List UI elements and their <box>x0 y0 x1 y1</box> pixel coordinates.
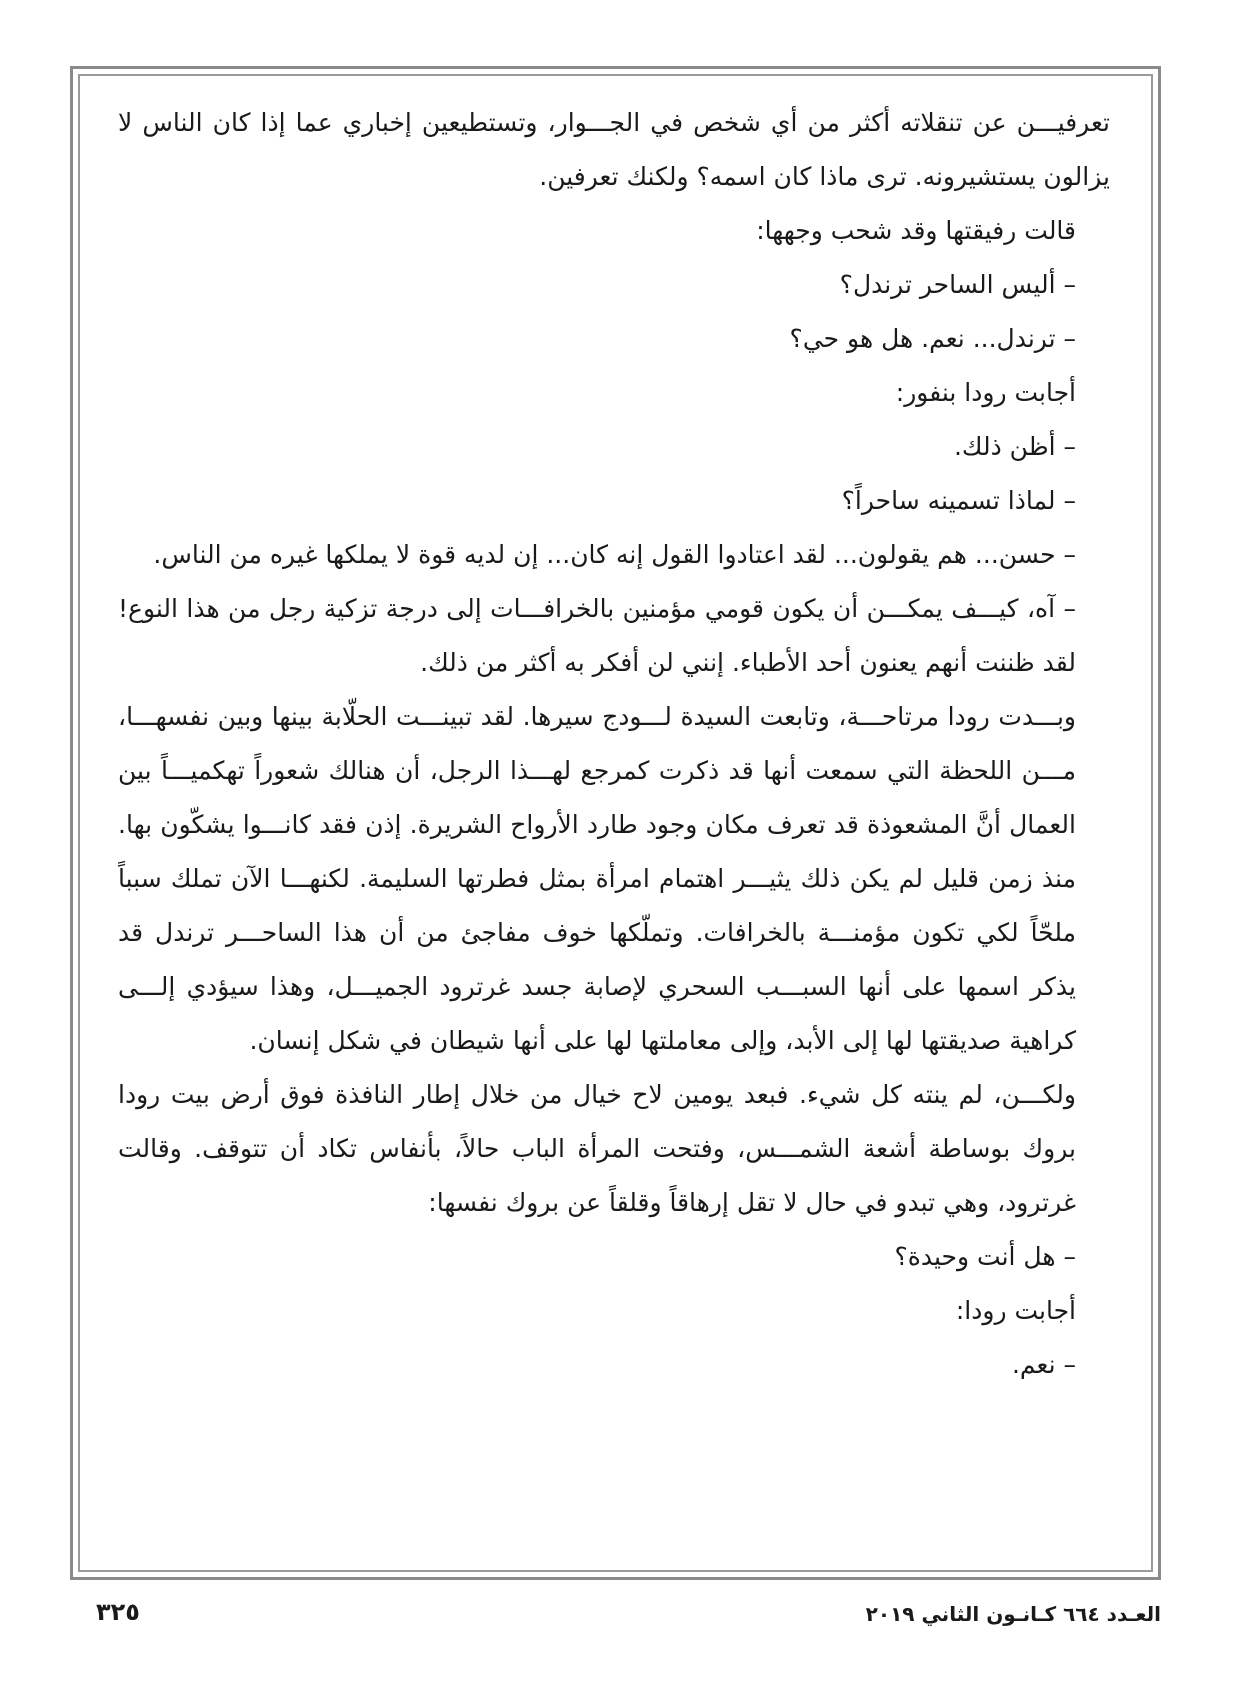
paragraph: تعرفيـــن عن تنقلاته أكثر من أي شخص في الجـــوار، وتستطيعين إخباري عما إذا كان الناس لا يزالون يستشيرونه. ترى ماذا كان اسمه؟ ولكنك تعرفين. <box>118 108 1110 191</box>
dialogue-line: – أليس الساحر ترندل؟ <box>839 270 1076 299</box>
dialogue-line: – ترندل... نعم. هل هو حي؟ <box>789 324 1076 353</box>
paragraph: أجابت رودا بنفور: <box>895 378 1076 407</box>
paragraph: قالت رفيقتها وقد شحب وجهها: <box>756 216 1076 245</box>
dialogue-line: – أظن ذلك. <box>953 432 1076 461</box>
dialogue-line: – آه، كيـــف يمكـــن أن يكون قومي مؤمنين بالخرافـــات إلى درجة تزكية رجل من هذا النوع! لقد ظننت أنهم يعنون أحد الأطباء. إنني لن أفكر به أكثر من ذلك. <box>118 594 1076 677</box>
dialogue-line: – حسن... هم يقولون... لقد اعتادوا القول إنه كان... إن لديه قوة لا يملكها غيره من الناس. <box>153 540 1076 569</box>
page-footer <box>70 1598 1161 1638</box>
dialogue-line: – لماذا تسمينه ساحراً؟ <box>841 486 1076 515</box>
paragraph: وبـــدت رودا مرتاحـــة، وتابعت السيدة لـــودج سيرها. لقد تبينـــت الحلّابة بينها وبين نفسهـــا، مـــن اللحظة التي سمعت أنها قد ذكرت كمرجع لهـــذا الرجل، أن هنالك شعوراً تهكميـــاً بين العمال أنَّ المشعوذة قد تعرف مكان وجود طارد الأرواح الشريرة. إذن فقد كانـــوا يشكّون بها. منذ زمن قليل لم يكن ذلك يثيـــر اهتمام امرأة بمثل فطرتها السليمة. لكنهـــا الآن تملك سبباً ملحّاً لكي تكون مؤمنـــة بالخرافات. وتملّكها خوف مفاجئ من أن هذا الساحـــر ترندل قد يذكر اسمها على أنها السبـــب السحري لإصابة جسد غرترود الجميـــل، وهذا سيؤدي إلـــى كراهية صديقتها لها إلى الأبد، وإلى معاملتها لها على أنها شيطان في شكل إنسان. <box>118 702 1076 1055</box>
dialogue-line: – هل أنت وحيدة؟ <box>894 1242 1076 1271</box>
dialogue-line: – نعم. <box>1011 1350 1076 1379</box>
page-number: ٣٢٥ <box>96 1598 140 1626</box>
paragraph: ولكـــن، لم ينته كل شيء. فبعد يومين لاح خيال من خلال إطار النافذة فوق أرض بيت رودا بروك بوساطة أشعة الشمـــس، وفتحت المرأة الباب حالاً، بأنفاس تكاد أن تتوقف. وقالت غرترود، وهي تبدو في حال لا تقل إرهاقاً وقلقاً عن بروك نفسها: <box>118 1080 1076 1217</box>
paragraph: أجابت رودا: <box>955 1296 1076 1325</box>
article-body <box>118 96 1110 1392</box>
issue-info: العـدد ٦٦٤ كـانـون الثاني ٢٠١٩ <box>865 1602 1161 1626</box>
